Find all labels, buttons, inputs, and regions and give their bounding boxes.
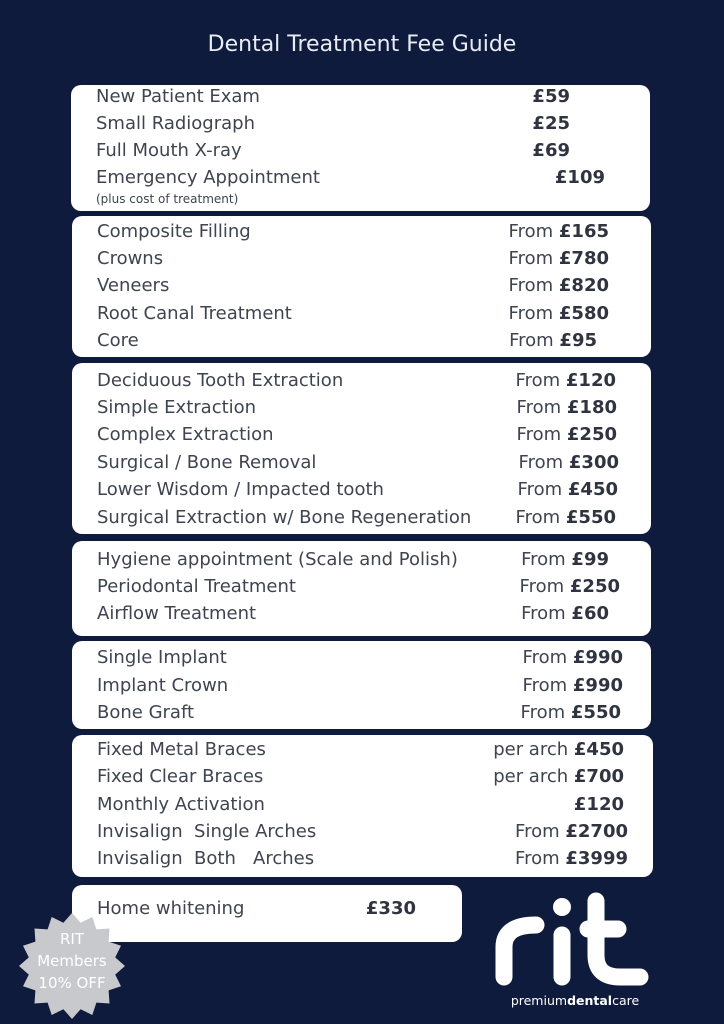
treatment-price: £109 [554,167,605,188]
badge-text [18,928,126,994]
treatment-price: From £99 [521,549,609,570]
treatment-price: From £450 [517,479,618,500]
treatment-name: Veneers [97,275,170,296]
treatment-name: Core [97,330,139,351]
treatment-name: Invisalign Both Arches [97,848,315,869]
fee-row [97,600,626,627]
fee-row [97,895,437,922]
fee-row [97,327,626,354]
fee-row [97,672,626,699]
treatment-price: £69 [532,140,570,161]
fee-card-restorative [72,216,651,357]
treatment-name: Crowns [97,248,164,269]
treatment-price: From £990 [522,675,623,696]
fee-row [97,300,626,327]
treatment-price: From £550 [515,507,616,528]
fee-row [97,546,626,573]
treatment-price: per arch £450 [493,739,624,760]
brand-tagline: premiumdentalcare [510,993,640,1008]
fee-card-hygiene [72,541,651,636]
page-title: Dental Treatment Fee Guide [207,32,517,57]
fee-row [97,504,626,531]
treatment-name: Lower Wisdom / Impacted tooth [97,479,384,500]
treatment-price: From £95 [509,330,597,351]
treatment-price: £25 [532,113,570,134]
treatment-name: Complex Extraction [97,424,274,445]
treatment-name: Composite Filling [97,221,251,242]
treatment-price: From £580 [508,303,609,324]
fee-row [97,476,626,503]
members-discount-badge [18,912,126,1020]
fee-card-whitening [72,885,462,942]
treatment-price: From £550 [520,702,621,723]
fee-card-extractions [72,363,651,534]
treatment-name: Bone Graft [97,702,195,723]
brand-logo [490,885,660,1015]
treatment-price: From £3999 [515,848,628,869]
badge-line-3: 10% OFF [38,974,106,992]
fee-row [96,137,625,164]
fee-row [97,367,626,394]
fee-row [97,573,626,600]
treatment-price: per arch £700 [493,766,624,787]
treatment-name: Fixed Metal Braces [97,739,266,760]
fee-row [97,763,628,790]
treatment-price: £120 [573,794,624,815]
treatment-name: Invisalign Single Arches [97,821,317,842]
treatment-name: Simple Extraction [97,397,257,418]
fee-row [97,818,628,845]
fee-row [97,845,628,872]
fee-row [97,736,628,763]
fee-row [97,644,626,671]
fee-row [97,699,626,726]
treatment-price: £330 [365,898,416,919]
badge-line-1: RIT [59,930,84,948]
treatment-name: Root Canal Treatment [97,303,292,324]
treatment-price: From £180 [516,397,617,418]
treatment-name: Deciduous Tooth Extraction [97,370,344,391]
treatment-price: From £250 [519,576,620,597]
fee-note: (plus cost of treatment) [96,192,239,206]
treatment-name: Airflow Treatment [97,603,257,624]
fee-card-consultation [71,85,650,211]
treatment-price: From £300 [518,452,619,473]
fee-card-implants [72,641,651,729]
treatment-price: From £820 [508,275,609,296]
treatment-name: Single Implant [97,647,227,668]
treatment-price: From £780 [508,248,609,269]
treatment-price: From £120 [515,370,616,391]
fee-row [97,394,626,421]
fee-row [96,83,625,110]
treatment-name: Periodontal Treatment [97,576,296,597]
treatment-name: Monthly Activation [97,794,265,815]
fee-row [97,791,628,818]
treatment-name: Surgical Extraction w/ Bone Regeneration [97,507,472,528]
treatment-price: From £60 [521,603,609,624]
treatment-name: Fixed Clear Braces [97,766,264,787]
treatment-price: From £165 [508,221,609,242]
fee-row [97,218,626,245]
treatment-name: Full Mouth X-ray [96,140,242,161]
treatment-name: Home whitening [97,898,245,919]
treatment-name: Small Radiograph [96,113,255,134]
treatment-name: Hygiene appointment (Scale and Polish) [97,549,458,570]
treatment-price: From £2700 [515,821,628,842]
fee-row [97,245,626,272]
treatment-name: New Patient Exam [96,86,260,107]
treatment-name: Implant Crown [97,675,229,696]
fee-card-orthodontics [72,735,653,877]
badge-line-2: Members [37,952,107,970]
fee-row [97,449,626,476]
rit-logo-icon [490,885,660,990]
treatment-name: Emergency Appointment [96,167,320,188]
fee-row [97,421,626,448]
fee-row [96,110,625,137]
fee-row [96,164,625,191]
treatment-price: From £990 [522,647,623,668]
treatment-name: Surgical / Bone Removal [97,452,317,473]
fee-row [97,272,626,299]
treatment-price: From £250 [516,424,617,445]
treatment-price: £59 [532,86,570,107]
